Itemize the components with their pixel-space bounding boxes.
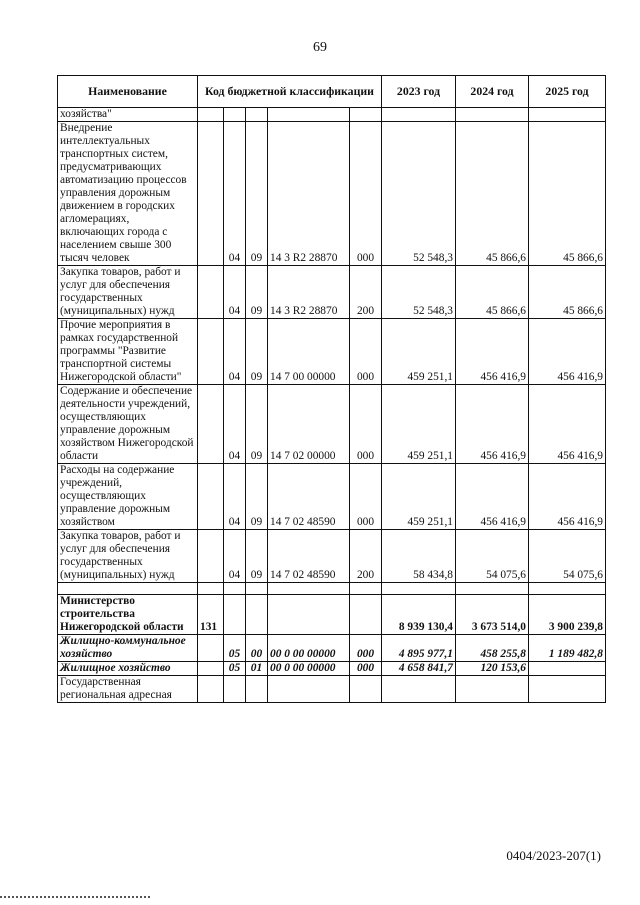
cell-csr (268, 583, 350, 595)
cell-vr (350, 595, 382, 635)
table-row (58, 583, 606, 595)
cell-sec: 04 (224, 122, 246, 266)
cell-y1 (382, 108, 456, 122)
cell-name: Закупка товаров, работ и услуг для обеспечения государственных (муниципальных) нужд (58, 266, 198, 319)
cell-sub: 01 (246, 662, 268, 676)
cell-vr: 200 (350, 530, 382, 583)
cell-vr: 000 (350, 662, 382, 676)
cell-y3 (529, 583, 606, 595)
cell-name: Государственная региональная адресная (58, 676, 198, 703)
cell-vr (350, 583, 382, 595)
cell-y1: 52 548,3 (382, 266, 456, 319)
cell-gov (198, 385, 224, 464)
cell-sec: 04 (224, 385, 246, 464)
header-2024: 2024 год (456, 76, 529, 108)
cell-name: Содержание и обеспечение деятельности учреждений, осуществляющих управление дорожным хозяйством Нижегородской области (58, 385, 198, 464)
cell-y3: 3 900 239,8 (529, 595, 606, 635)
cell-csr: 14 3 R2 28870 (268, 266, 350, 319)
cell-vr: 000 (350, 464, 382, 530)
cell-sec: 05 (224, 635, 246, 662)
cell-sec (224, 583, 246, 595)
cell-y2: 456 416,9 (456, 319, 529, 385)
cell-y1: 4 658 841,7 (382, 662, 456, 676)
cell-vr (350, 108, 382, 122)
cell-y1: 459 251,1 (382, 385, 456, 464)
cell-y3: 45 866,6 (529, 266, 606, 319)
header-code: Код бюджетной классификации (198, 76, 382, 108)
cell-gov (198, 635, 224, 662)
cell-name: Закупка товаров, работ и услуг для обеспечения государственных (муниципальных) нужд (58, 530, 198, 583)
cell-gov (198, 464, 224, 530)
cell-y2 (456, 108, 529, 122)
document-code: 0404/2023-207(1) (506, 848, 601, 863)
cell-name: Прочие мероприятия в рамках государственной программы "Развитие транспортной системы Нижегородской области" (58, 319, 198, 385)
cell-csr: 00 0 00 00000 (268, 635, 350, 662)
table-header-row (58, 76, 606, 108)
cell-gov (198, 319, 224, 385)
cell-sub: 09 (246, 266, 268, 319)
cell-name: Жилищное хозяйство (58, 662, 198, 676)
cell-y2: 456 416,9 (456, 464, 529, 530)
cell-sec (224, 108, 246, 122)
table-row (58, 530, 606, 583)
cell-y3: 45 866,6 (529, 122, 606, 266)
cell-name: Министерство строительства Нижегородской области (58, 595, 198, 635)
cell-y1: 459 251,1 (382, 464, 456, 530)
cell-sub: 09 (246, 319, 268, 385)
cell-vr: 000 (350, 635, 382, 662)
cell-gov (198, 530, 224, 583)
cell-y3: 54 075,6 (529, 530, 606, 583)
cell-name (58, 583, 198, 595)
cell-y2: 456 416,9 (456, 385, 529, 464)
table-row (58, 464, 606, 530)
cell-y1 (382, 676, 456, 703)
cell-csr: 14 7 02 48590 (268, 464, 350, 530)
cell-gov (198, 108, 224, 122)
table-row (58, 662, 606, 676)
cell-y3: 1 189 482,8 (529, 635, 606, 662)
cell-y2 (456, 676, 529, 703)
cell-sec (224, 676, 246, 703)
table-row (58, 122, 606, 266)
cell-sub (246, 583, 268, 595)
cell-csr (268, 676, 350, 703)
cell-y2: 54 075,6 (456, 530, 529, 583)
cell-y1 (382, 583, 456, 595)
cell-csr (268, 595, 350, 635)
table-row (58, 319, 606, 385)
header-2025: 2025 год (529, 76, 606, 108)
cell-y2: 3 673 514,0 (456, 595, 529, 635)
cell-csr: 14 7 00 00000 (268, 319, 350, 385)
cell-y3: 456 416,9 (529, 464, 606, 530)
cell-name: Внедрение интеллектуальных транспортных систем, предусматривающих автоматизацию процессов управления дорожным движением в городских агломерациях, включающих города с населением свыше 300 тысяч человек (58, 122, 198, 266)
cell-y3 (529, 676, 606, 703)
cell-name: хозяйства" (58, 108, 198, 122)
cell-csr: 14 3 R2 28870 (268, 122, 350, 266)
header-2023: 2023 год (382, 76, 456, 108)
cell-csr (268, 108, 350, 122)
budget-table (57, 75, 606, 703)
page-number: 69 (313, 40, 327, 55)
cell-y1: 8 939 130,4 (382, 595, 456, 635)
cell-sub: 00 (246, 635, 268, 662)
cell-gov (198, 583, 224, 595)
cell-sub (246, 108, 268, 122)
cell-vr: 200 (350, 266, 382, 319)
cell-gov (198, 122, 224, 266)
cell-y2: 45 866,6 (456, 266, 529, 319)
cell-vr: 000 (350, 319, 382, 385)
cell-sub: 09 (246, 122, 268, 266)
table-row (58, 635, 606, 662)
cell-sub (246, 595, 268, 635)
table-row (58, 595, 606, 635)
cell-y1: 4 895 977,1 (382, 635, 456, 662)
cell-csr: 00 0 00 00000 (268, 662, 350, 676)
table-row (58, 385, 606, 464)
table-row (58, 108, 606, 122)
cell-y1: 52 548,3 (382, 122, 456, 266)
table-row (58, 266, 606, 319)
cell-gov: 131 (198, 595, 224, 635)
scan-artifact (0, 896, 150, 902)
cell-y1: 58 434,8 (382, 530, 456, 583)
cell-vr: 000 (350, 385, 382, 464)
cell-sec: 05 (224, 662, 246, 676)
cell-csr: 14 7 02 00000 (268, 385, 350, 464)
cell-name: Расходы на содержание учреждений, осуществляющих управление дорожным хозяйством (58, 464, 198, 530)
cell-y2: 120 153,6 (456, 662, 529, 676)
cell-gov (198, 266, 224, 319)
cell-y2 (456, 583, 529, 595)
cell-sec (224, 595, 246, 635)
cell-y2: 45 866,6 (456, 122, 529, 266)
cell-sub: 09 (246, 385, 268, 464)
cell-y1: 459 251,1 (382, 319, 456, 385)
cell-sub: 09 (246, 464, 268, 530)
cell-gov (198, 676, 224, 703)
cell-vr: 000 (350, 122, 382, 266)
cell-y3 (529, 662, 606, 676)
cell-y3: 456 416,9 (529, 319, 606, 385)
cell-sec: 04 (224, 530, 246, 583)
table-body (58, 108, 606, 703)
cell-y3: 456 416,9 (529, 385, 606, 464)
cell-y3 (529, 108, 606, 122)
header-name: Наименование (58, 76, 198, 108)
cell-gov (198, 662, 224, 676)
cell-name: Жилищно-коммунальное хозяйство (58, 635, 198, 662)
cell-sub: 09 (246, 530, 268, 583)
cell-sub (246, 676, 268, 703)
cell-sec: 04 (224, 464, 246, 530)
cell-sec: 04 (224, 266, 246, 319)
cell-y2: 458 255,8 (456, 635, 529, 662)
table-row (58, 676, 606, 703)
cell-csr: 14 7 02 48590 (268, 530, 350, 583)
cell-sec: 04 (224, 319, 246, 385)
cell-vr (350, 676, 382, 703)
